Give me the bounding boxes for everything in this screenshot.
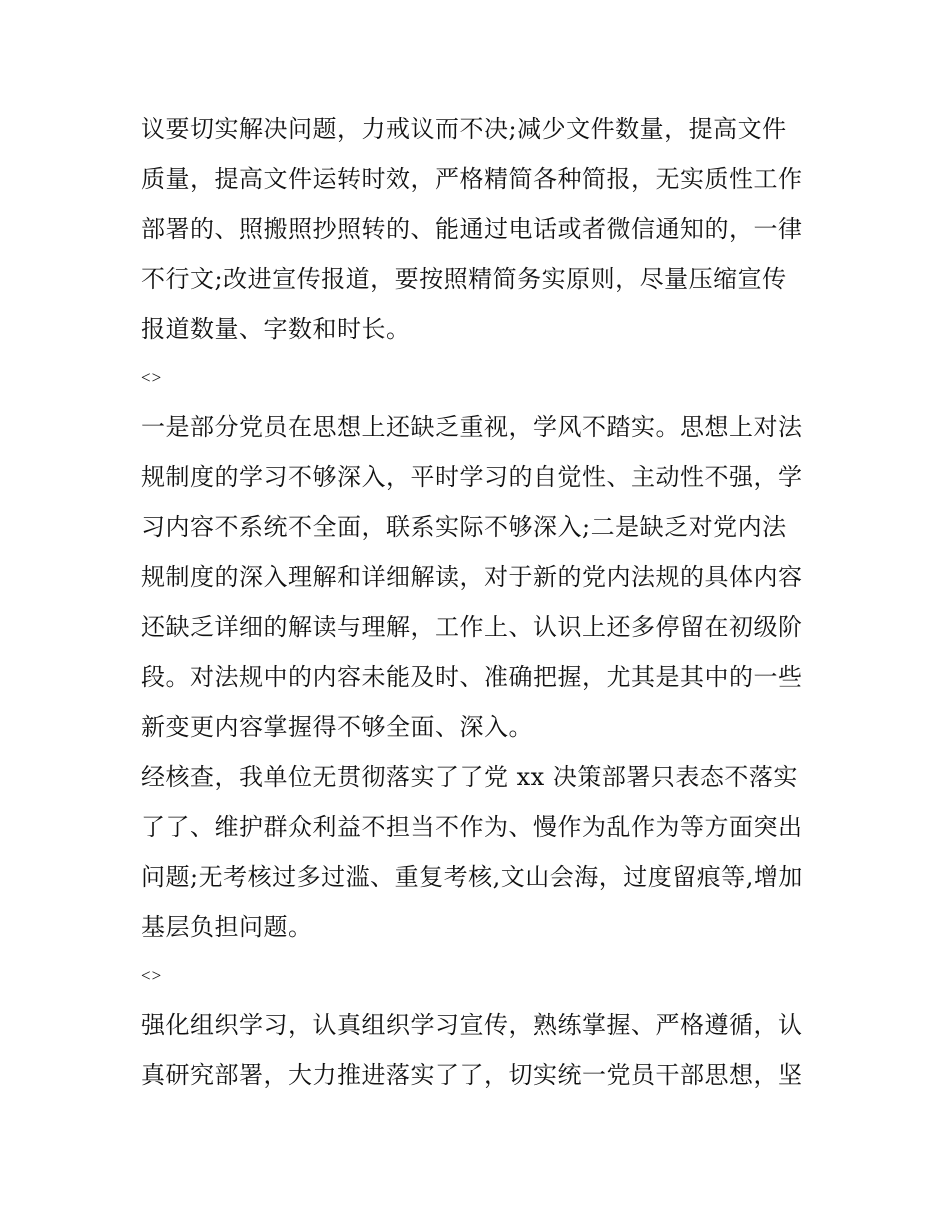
- text-line: 段。对法规中的内容未能及时、准确把握，尤其是其中的一些: [141, 663, 803, 691]
- section-separator: <>: [141, 368, 163, 387]
- text-line: 规制度的深入理解和详细解读，对于新的党内法规的具体内容: [141, 563, 803, 591]
- text-line: 不行文;改进宣传报道，要按照精简务实原则，尽量压缩宣传: [141, 265, 787, 293]
- document-body: [141, 104, 816, 1100]
- text-line: 一是部分党员在思想上还缺乏重视，学风不踏实。思想上对法: [141, 413, 803, 441]
- text-line: 强化组织学习，认真组织学习宣传，熟练掌握、严格遵循，认: [141, 1011, 803, 1039]
- text-line: 规制度的学习不够深入，平时学习的自觉性、主动性不强，学: [141, 463, 803, 491]
- text-line: 质量，提高文件运转时效，严格精简各种简报，无实质性工作: [141, 165, 803, 193]
- paragraph-verification: [141, 752, 816, 952]
- text-line: 习内容不系统不全面，联系实际不够深入;二是缺乏对党内法: [141, 513, 787, 541]
- paragraph-problems: [141, 402, 816, 752]
- text-line: 经核查，我单位无贯彻落实了了党 xx 决策部署只表态不落实: [141, 763, 798, 791]
- text-line: 基层负担问题。: [141, 913, 313, 941]
- section-separator: <>: [141, 966, 163, 985]
- text-line: 真研究部署，大力推进落实了了，切实统一党员干部思想，坚: [141, 1061, 803, 1089]
- text-line: 还缺乏详细的解读与理解，工作上、认识上还多停留在初级阶: [141, 613, 803, 641]
- text-line: 议要切实解决问题，力戒议而不决;减少文件数量，提高文件: [141, 115, 787, 143]
- text-line: 新变更内容掌握得不够全面、深入。: [141, 713, 533, 741]
- text-line: 报道数量、字数和时长。: [141, 315, 411, 343]
- text-line: 了了、维护群众利益不担当不作为、慢作为乱作为等方面突出: [141, 813, 803, 841]
- text-line: 部署的、照搬照抄照转的、能通过电话或者微信通知的，一律: [141, 215, 803, 243]
- paragraph-meeting-document-reform: [141, 104, 816, 354]
- text-line: 问题;无考核过多过滥、重复考核,文山会海，过度留痕等,增加: [141, 863, 803, 891]
- paragraph-measures: [141, 1000, 816, 1100]
